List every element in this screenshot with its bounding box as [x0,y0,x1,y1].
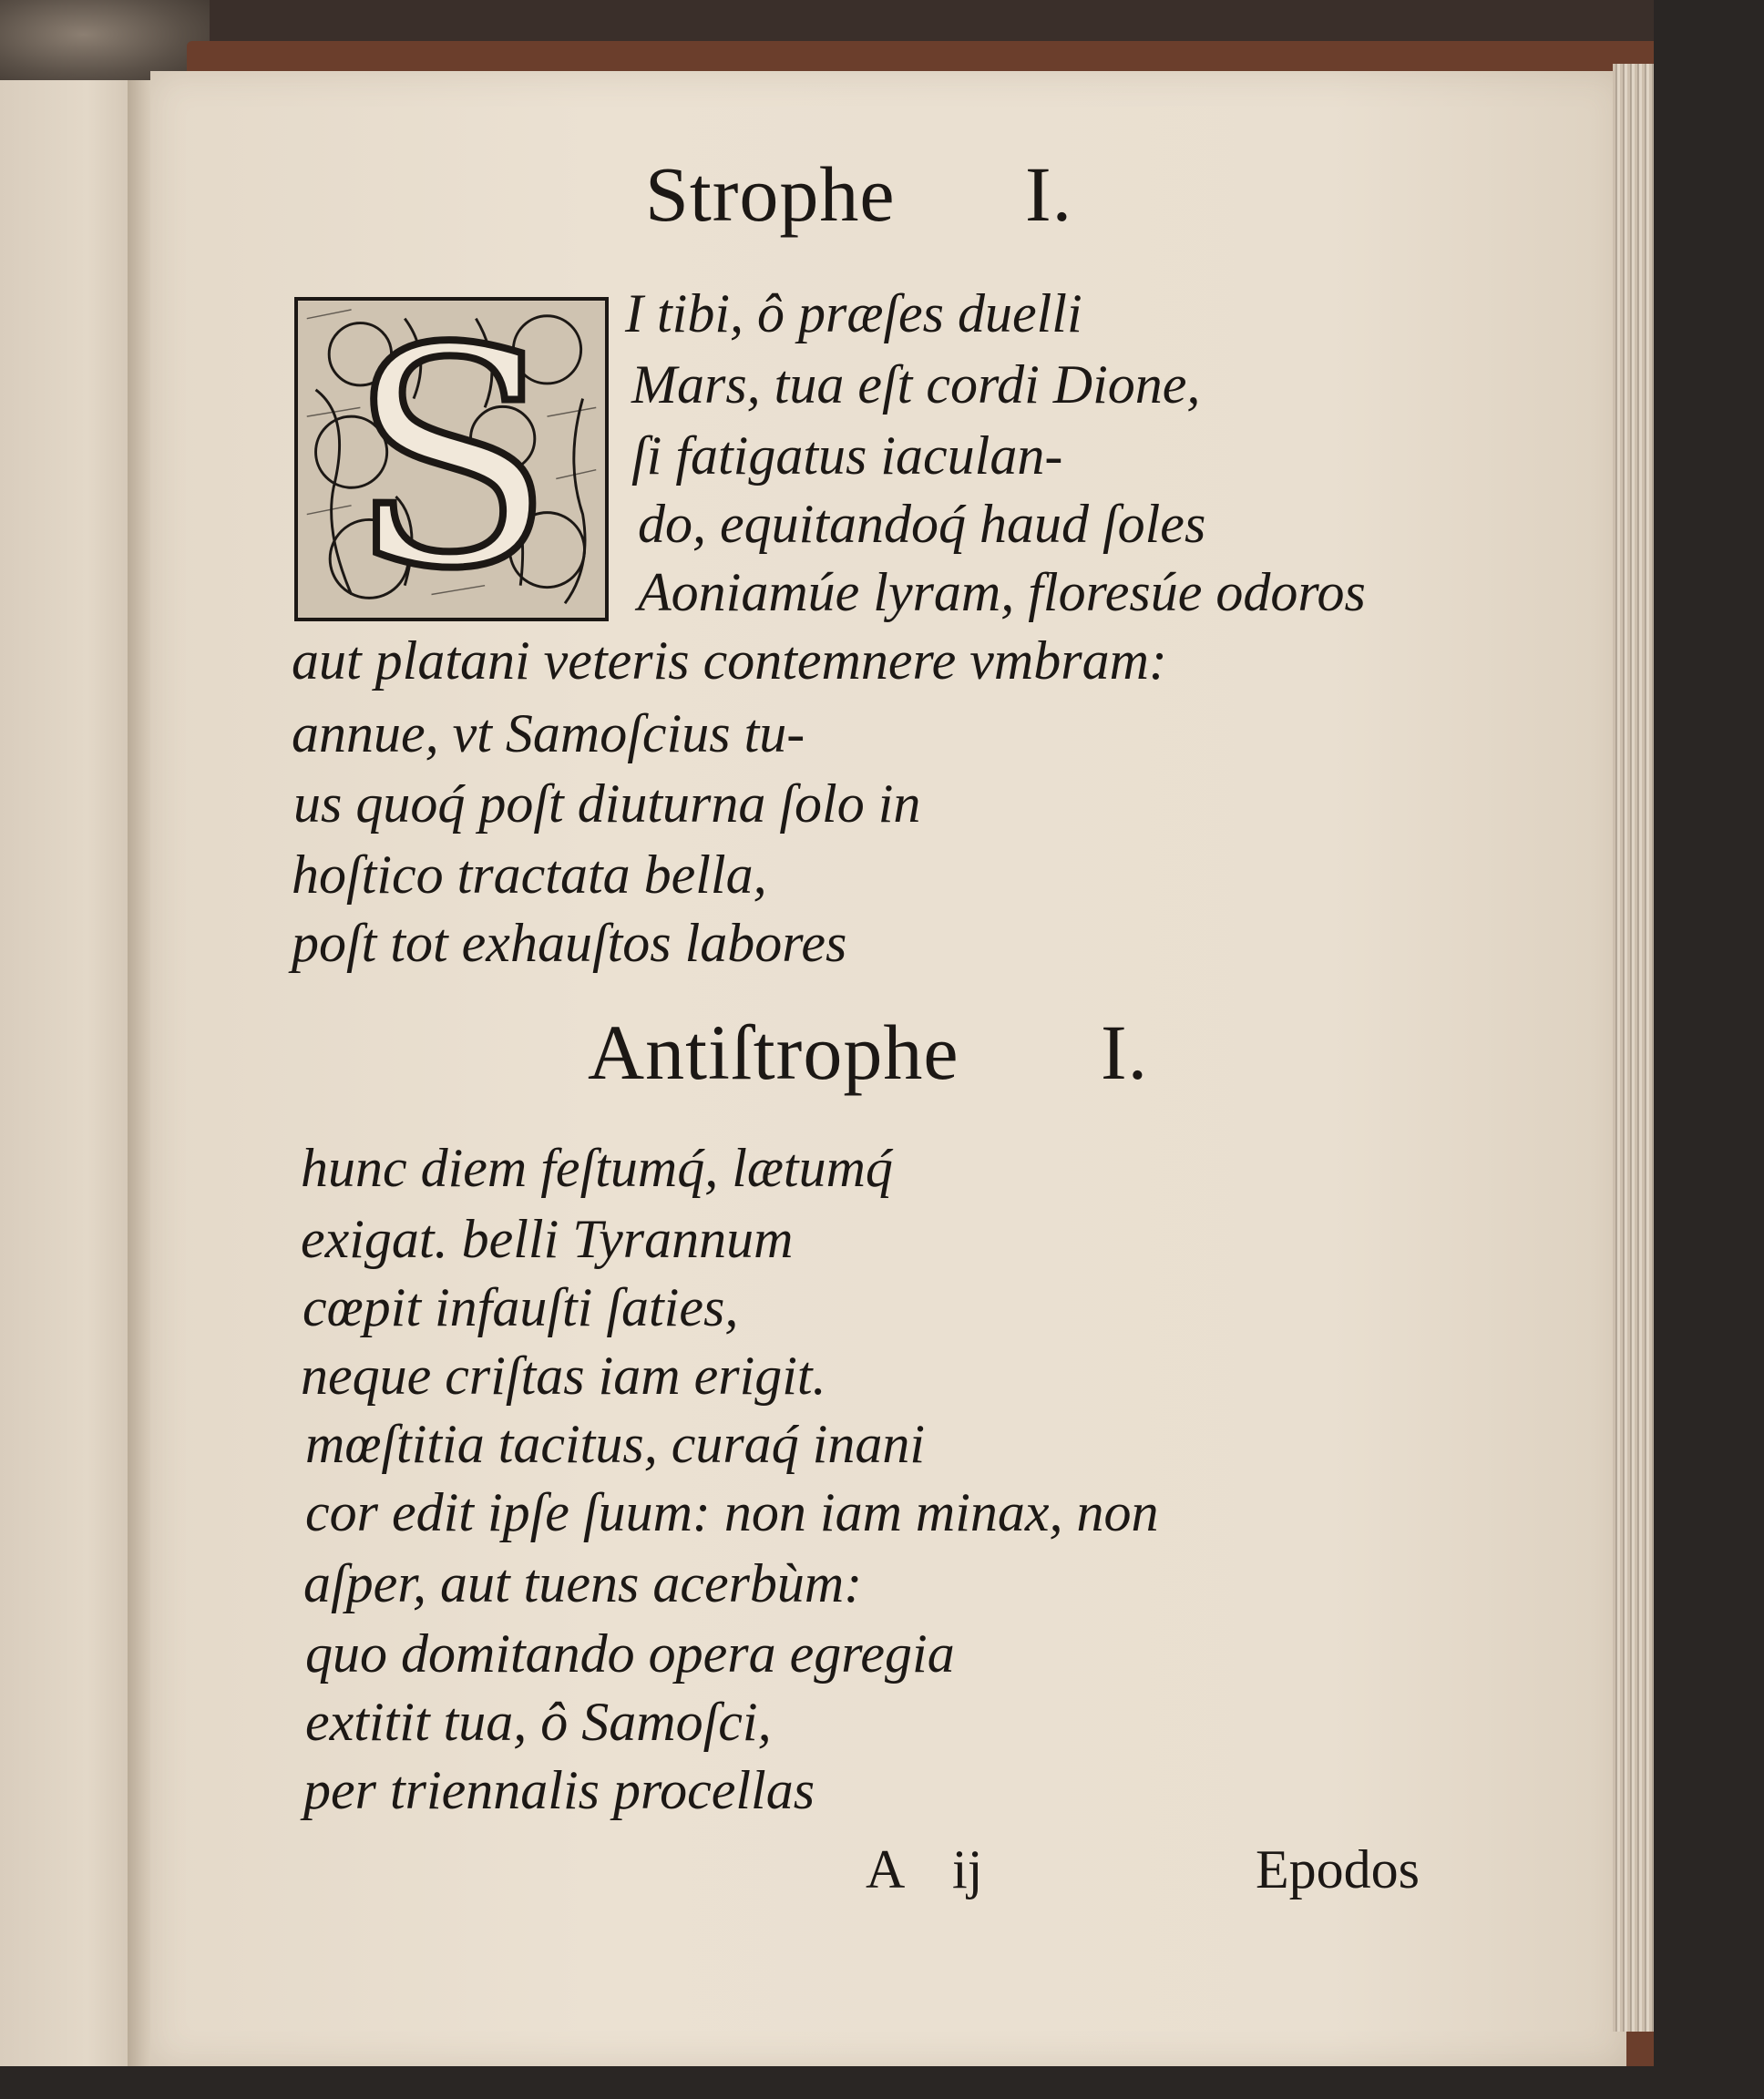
catchword: Epodos [1256,1839,1420,1899]
strophe-line-2: Mars, tua eſt cordi Dione, [631,354,1201,415]
strophe-title: Strophe [645,150,896,238]
strophe-number: I. [1025,150,1073,238]
antistrophe-line-5: mœſtitia tacitus, curaq́ inani [305,1414,926,1474]
antistrophe-line-9: extitit tua, ô Samoſci, [305,1692,772,1752]
initial-letter: S [348,284,555,634]
antistrophe-line-4: neque criſtas iam erigit. [301,1346,826,1406]
strophe-line-7: annue, vt Samoſcius tu- [292,703,805,763]
decorated-initial [294,284,609,634]
antistrophe-line-8: quo domitando opera egregia [305,1623,955,1684]
page-edges [1613,64,1654,2032]
left-page [0,80,146,2084]
strophe-line-10: poſt tot exhauſtos labores [292,913,847,973]
strophe-line-8: us quoq́ poſt diuturna ſolo in [293,773,921,834]
strophe-line-5: Aoniamúe lyram, floresúe odoros [638,562,1366,622]
strophe-line-6: aut platani veteris contemnere vmbram: [292,630,1167,691]
strophe-line-3: ſi fatigatus iaculan- [631,425,1063,486]
antistrophe-line-6: cor edit ipſe ſuum: non iam minax, non [305,1482,1159,1542]
antistrophe-line-2: exigat. belli Tyrannum [301,1209,794,1269]
scan-margin-right [1654,0,1764,2099]
antistrophe-title: Antiſtrophe [588,1009,959,1096]
antistrophe-number: I. [1101,1009,1149,1096]
antistrophe-line-7: aſper, aut tuens acerbùm: [303,1553,863,1613]
strophe-line-1: I tibi, ô præſes duelli [625,283,1082,343]
strophe-line-9: hoſtico tractata bella, [292,845,767,905]
strophe-line-4: do, equitandoq́ haud ſoles [638,494,1206,554]
scan-margin-bottom [0,2066,1764,2099]
antistrophe-line-10: per triennalis procellas [303,1760,815,1820]
signature-mark: A ij [866,1839,983,1899]
antistrophe-line-1: hunc diem feſtumq́, lætumq́ [301,1138,893,1198]
antistrophe-line-3: cœpit infauſti ſaties, [303,1277,739,1337]
